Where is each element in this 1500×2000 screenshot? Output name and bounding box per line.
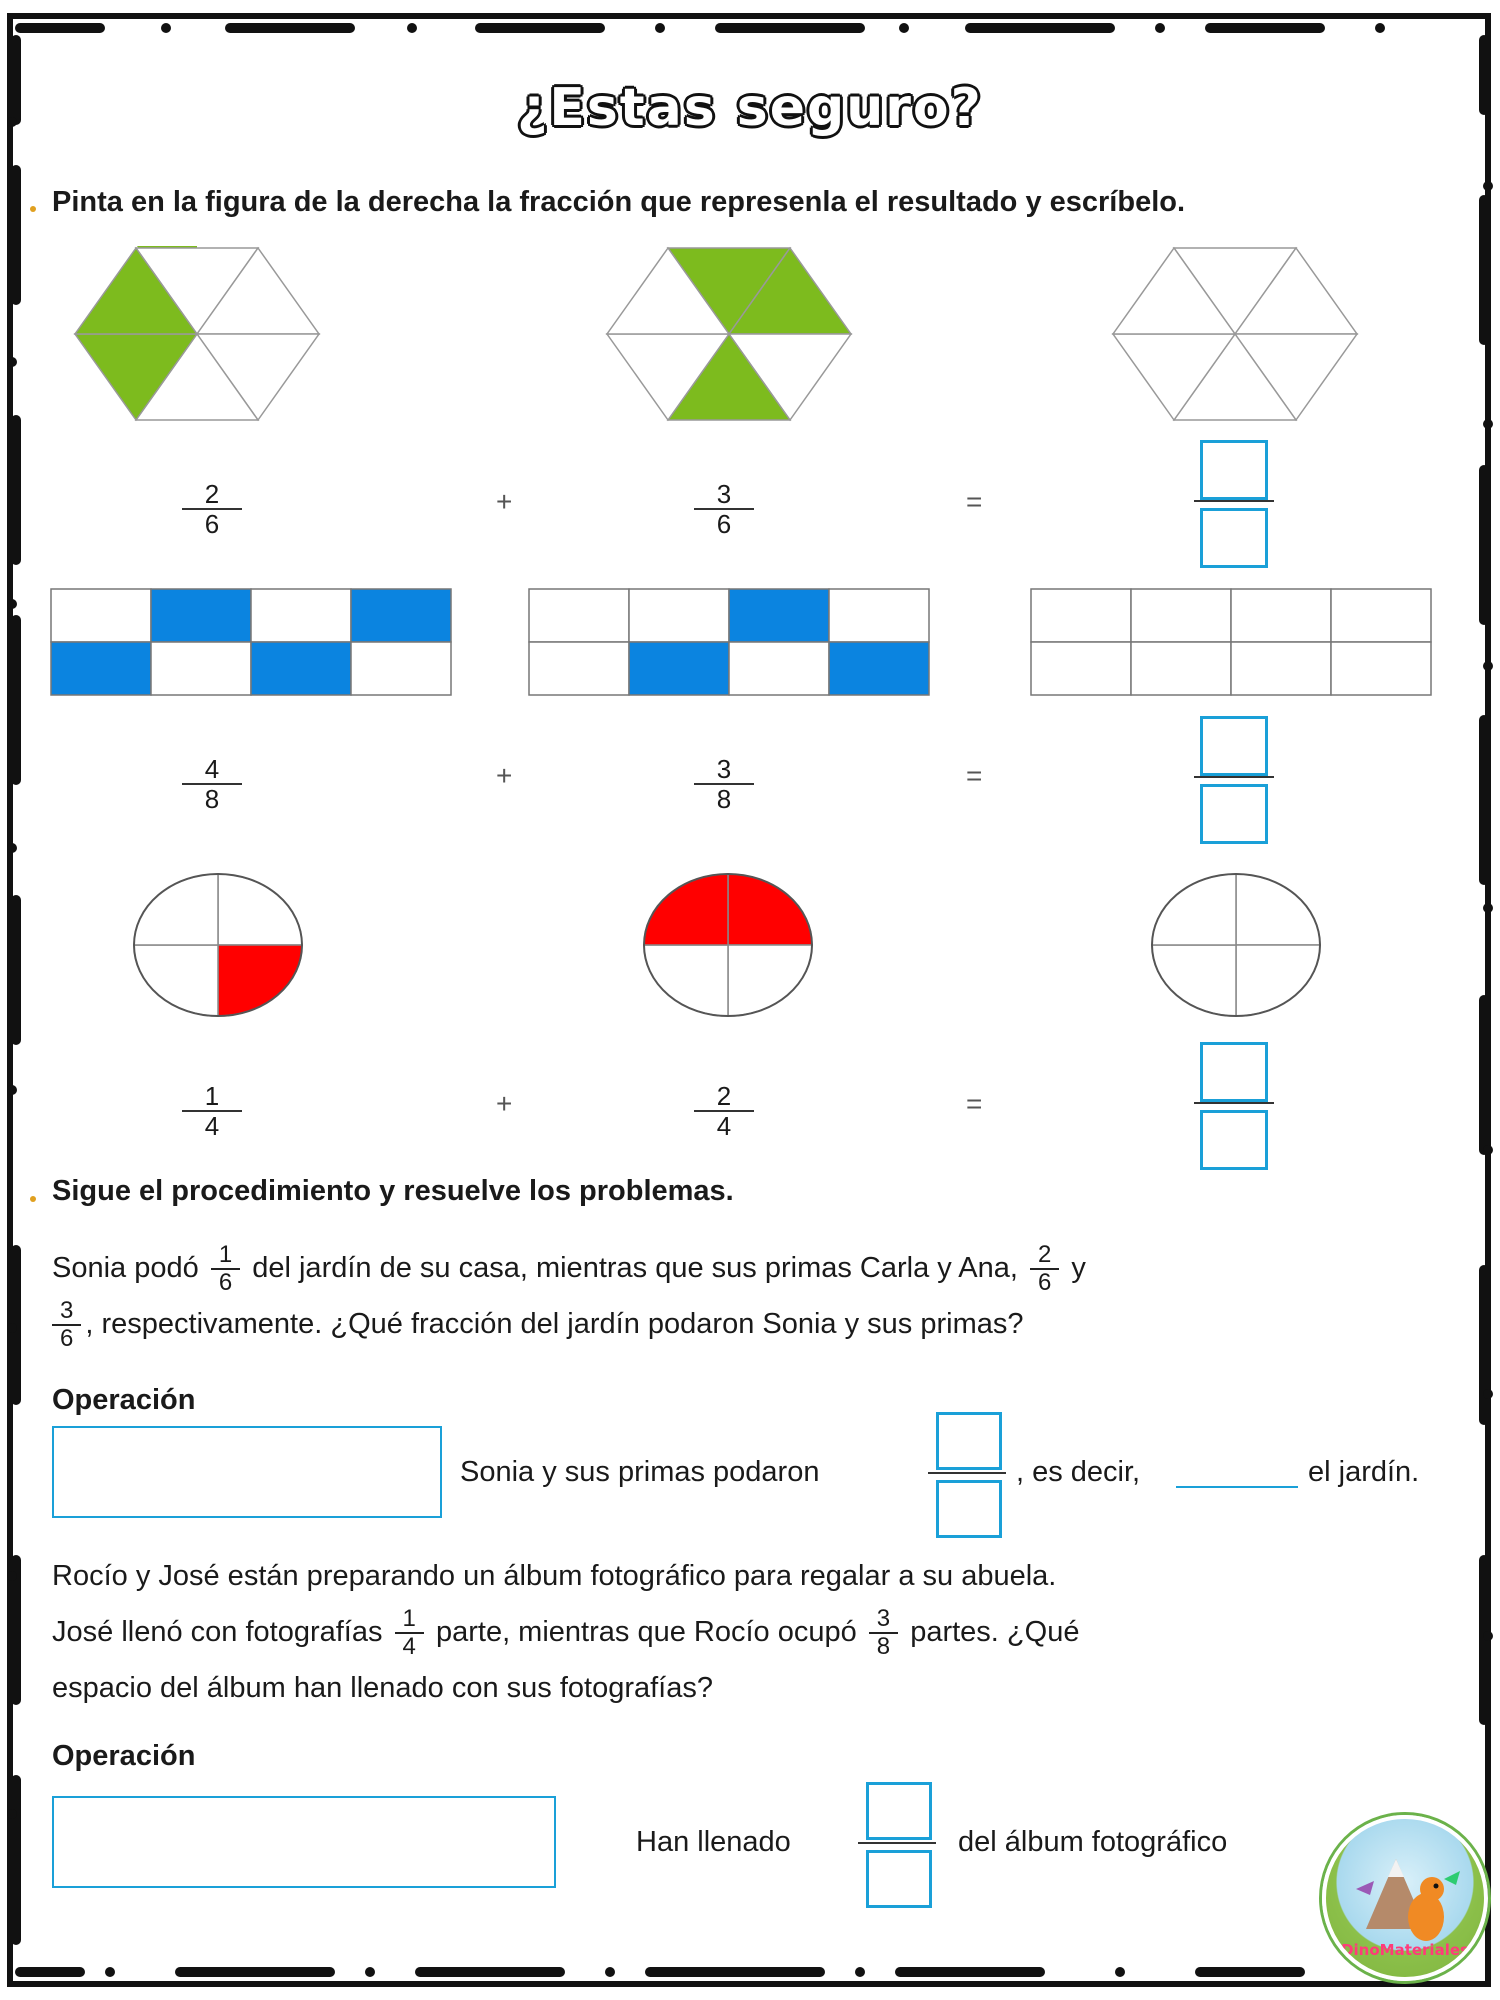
bullet-dot: [30, 1196, 36, 1202]
circle-figure-answer[interactable]: [1148, 870, 1324, 1020]
numerator: 4: [182, 755, 242, 785]
answer-blank-line[interactable]: [1176, 1486, 1298, 1488]
rect-cell: [1131, 642, 1231, 695]
fraction-bar: [858, 1842, 936, 1844]
rect-cell: [51, 642, 151, 695]
circle-quarter: [218, 945, 302, 1016]
fraction-row2-b: [694, 755, 754, 813]
plus-sign: +: [496, 760, 513, 791]
rect-cell: [529, 642, 629, 695]
answer-denominator-box[interactable]: [1200, 1110, 1268, 1170]
circle-quarter: [1236, 945, 1320, 1016]
fraction-bar: [1194, 500, 1274, 502]
denominator: 8: [204, 784, 220, 814]
numerator: 3: [694, 480, 754, 510]
fraction-inline: [1030, 1242, 1059, 1296]
instruction-section2: Sigue el procedimiento y resuelve los problemas.: [52, 1175, 734, 1207]
equals-sign: =: [966, 486, 983, 517]
denominator: 6: [60, 1325, 74, 1353]
problem1-text: del jardín de su casa, mientras que sus primas Carla y Ana,: [252, 1252, 1018, 1284]
fraction-bar: [928, 1472, 1006, 1474]
bullet-dot: [30, 206, 36, 212]
circle-quarter: [728, 874, 812, 945]
answer-denominator-box[interactable]: [1200, 508, 1268, 568]
operation-label: Operación: [52, 1740, 196, 1772]
circle-figure-b: [640, 870, 816, 1020]
answer-sentence-post: del álbum fotográfico: [958, 1826, 1228, 1858]
rect-cell: [251, 642, 351, 695]
equals-sign: =: [966, 1088, 983, 1119]
numerator: 2: [182, 480, 242, 510]
plus-sign: +: [496, 1088, 513, 1119]
operation-box[interactable]: [52, 1426, 442, 1518]
rect-cell: [1031, 642, 1131, 695]
problem2-text: parte, mientras que Rocío ocupó: [435, 1616, 857, 1648]
instruction-section1: Pinta en la figura de la derecha la fracción que represenla el resultado y escríbelo.: [52, 186, 1186, 218]
rect-cell: [1031, 589, 1131, 642]
numerator: 3: [869, 1606, 898, 1634]
numerator: 3: [52, 1298, 81, 1326]
fraction-bar: [1194, 776, 1274, 778]
problem1-line2: [52, 1296, 1024, 1352]
rect-cell: [629, 642, 729, 695]
answer-denominator-box[interactable]: [866, 1850, 932, 1908]
answer-numerator-box[interactable]: [936, 1412, 1002, 1470]
rect-cell: [351, 589, 451, 642]
circle-quarter: [1152, 945, 1236, 1016]
rect-cell: [1231, 642, 1331, 695]
answer-sentence-pre: Sonia y sus primas podaron: [460, 1456, 820, 1488]
rect-figure-answer[interactable]: [1030, 588, 1436, 698]
rect-cell: [729, 589, 829, 642]
operation-label: Operación: [52, 1384, 196, 1416]
rect-cell: [251, 589, 351, 642]
fraction-inline: [395, 1606, 424, 1660]
operation-box[interactable]: [52, 1796, 556, 1888]
hexagon-figure-a: [72, 246, 322, 426]
problem2-text: José llenó con fotografías: [52, 1616, 383, 1648]
problem1-text: , respectivamente. ¿Qué fracción del jardín podaron Sonia y sus primas?: [85, 1308, 1024, 1340]
hexagon-figure-answer[interactable]: [1110, 246, 1360, 426]
rect-cell: [51, 589, 151, 642]
rect-cell: [829, 589, 929, 642]
fraction-inline: [869, 1606, 898, 1660]
problem2-text: partes. ¿Qué: [910, 1616, 1080, 1648]
answer-denominator-box[interactable]: [936, 1480, 1002, 1538]
problem1-text: y: [1071, 1252, 1086, 1284]
denominator: 8: [876, 1633, 891, 1661]
rect-cell: [1131, 589, 1231, 642]
circle-quarter: [134, 874, 218, 945]
numerator: 1: [182, 1082, 242, 1112]
circle-quarter: [644, 874, 728, 945]
rect-cell: [1231, 589, 1331, 642]
circle-quarter: [1152, 874, 1236, 945]
denominator: 4: [716, 1111, 732, 1141]
numerator: 2: [694, 1082, 754, 1112]
dino-logo: [1322, 1815, 1488, 1981]
fraction-row1-a: [182, 480, 242, 538]
rect-cell: [151, 642, 251, 695]
rect-cell: [729, 642, 829, 695]
problem1-text: Sonia podó: [52, 1252, 199, 1284]
denominator: 6: [218, 1269, 233, 1297]
numerator: 1: [395, 1606, 424, 1634]
numerator: 2: [1030, 1242, 1059, 1270]
fraction-inline: [211, 1242, 240, 1296]
numerator: 3: [694, 755, 754, 785]
equals-sign: =: [966, 760, 983, 791]
hexagon-figure-b: [604, 246, 854, 426]
rect-figure-a: [50, 588, 456, 698]
fraction-bar: [1194, 1102, 1274, 1104]
rect-cell: [1331, 589, 1431, 642]
rect-figure-b: [528, 588, 934, 698]
fraction-row3-a: [182, 1082, 242, 1140]
rect-cell: [351, 642, 451, 695]
answer-sentence-pre: Han llenado: [636, 1826, 791, 1858]
denominator: 4: [204, 1111, 220, 1141]
denominator: 6: [204, 509, 220, 539]
problem1-line1: [52, 1240, 1086, 1296]
answer-denominator-box[interactable]: [1200, 784, 1268, 844]
answer-sentence-mid: , es decir,: [1016, 1456, 1141, 1488]
rect-cell: [529, 589, 629, 642]
circle-quarter: [728, 945, 812, 1016]
fraction-row1-b: [694, 480, 754, 538]
circle-quarter: [218, 874, 302, 945]
denominator: 8: [716, 784, 732, 814]
answer-numerator-box[interactable]: [1200, 716, 1268, 776]
answer-numerator-box[interactable]: [866, 1782, 932, 1840]
logo-text: DinoMateriales: [1341, 1941, 1469, 1959]
rect-cell: [1331, 642, 1431, 695]
circle-quarter: [134, 945, 218, 1016]
answer-numerator-box[interactable]: [1200, 440, 1268, 500]
rect-cell: [829, 642, 929, 695]
problem2-line1: Rocío y José están preparando un álbum fotográfico para regalar a su abuela.: [52, 1560, 1057, 1592]
circle-quarter: [644, 945, 728, 1016]
circle-quarter: [1236, 874, 1320, 945]
fraction-row2-a: [182, 755, 242, 813]
rect-cell: [629, 589, 729, 642]
circle-figure-a: [130, 870, 306, 1020]
answer-sentence-post: el jardín.: [1308, 1456, 1420, 1488]
answer-numerator-box[interactable]: [1200, 1042, 1268, 1102]
problem2-line2: [52, 1604, 1079, 1660]
rect-cell: [151, 589, 251, 642]
denominator: 4: [402, 1633, 416, 1661]
denominator: 6: [716, 509, 732, 539]
fraction-row3-b: [694, 1082, 754, 1140]
plus-sign: +: [496, 486, 513, 517]
numerator: 1: [211, 1242, 240, 1270]
problem2-line3: espacio del álbum han llenado con sus fotografías?: [52, 1672, 713, 1704]
denominator: 6: [1037, 1269, 1052, 1297]
fraction-inline: [52, 1298, 81, 1352]
page-title: ¿Estas seguro?: [517, 78, 983, 138]
